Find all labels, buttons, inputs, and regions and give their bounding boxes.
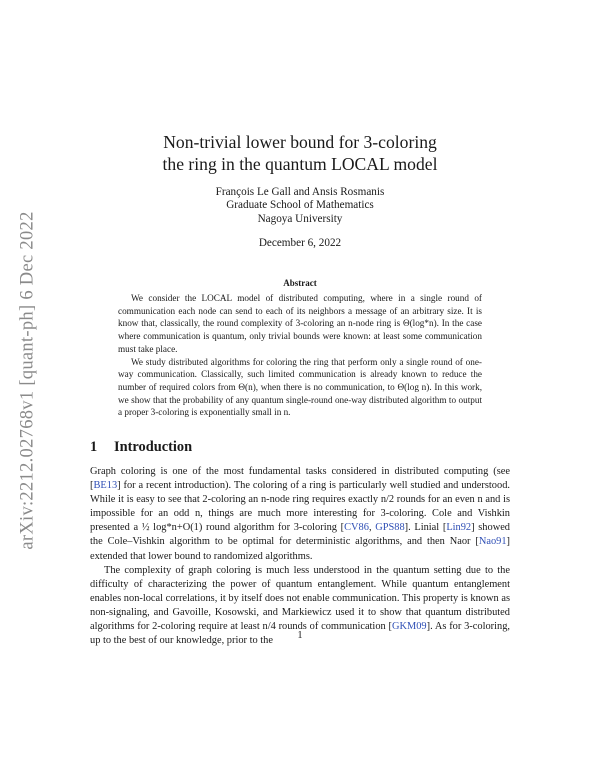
author-block: [90, 186, 510, 226]
arxiv-identifier: arXiv:2212.02768v1 [quant-ph] 6 Dec 2022: [17, 210, 38, 550]
text-run: ] showed the Cole–Vishkin algorithm to be optimal for deterministic algorithms, and then Naor [: [90, 522, 511, 548]
affiliation-school: Graduate School of Mathematics: [226, 199, 374, 212]
abstract-body: [118, 292, 482, 419]
author-names: François Le Gall and Ansis Rosmanis: [215, 186, 385, 198]
text-run: ]. Linial [: [404, 522, 447, 534]
paper-date: December 6, 2022: [258, 237, 342, 249]
introduction-body: [90, 465, 510, 648]
text-run: ] extended that lower bound to randomized algorithms.: [90, 536, 510, 562]
citation-link[interactable]: GKM09: [391, 621, 427, 633]
abstract-paragraph-1: We consider the LOCAL model of distributed computing, where in a single round of communication each node can send to each of its neighbors a message of an arbitrary size. It is know that, classically, the round complexity of 3-coloring an n-node ring is Θ(log*n). In the case where communication is quantum, only trivial bounds were known: at least some communication must take place.: [118, 293, 482, 354]
title-line-1: Non-trivial lower bound for 3-coloring: [163, 132, 437, 152]
citation-link[interactable]: BE13: [93, 480, 118, 492]
text-run: ,: [368, 522, 376, 534]
affiliation-university: Nagoya University: [257, 212, 343, 225]
text-run: ]. As for 3-coloring, up to the best of our knowledge, prior to the: [90, 621, 510, 647]
text-run: The complexity of graph coloring is much less understood in the quantum setting due to the difficulty of characterizing the power of quantum entanglement. While quantum entanglement enables non-local correlations, it by itself does not enable communication. This property is known as non-signaling, and Gavoille, Kosowski, and Markiewicz used it to show that quantum distributed algorithms for 2-coloring require at least n/4 rounds of communication [: [90, 564, 510, 633]
citation-link[interactable]: CV86: [344, 522, 369, 534]
paper-title: [90, 131, 510, 175]
citation-link[interactable]: Nao91: [478, 536, 507, 548]
citation-link[interactable]: GPS88: [375, 522, 405, 534]
title-line-2: the ring in the quantum LOCAL model: [162, 154, 438, 174]
abstract-paragraph-2: We study distributed algorithms for coloring the ring that perform only a single round of one-way communication. Classically, such limited communication is already known to reduce the number of required colors from Θ(n), when there is no communication, to Θ(log n). In this work, we show that the probability of any quantum single-round one-way distributed algorithm to output a proper 3-coloring is exponentially small in n.: [118, 356, 482, 418]
page-number: 1: [297, 630, 303, 641]
text-run: ] for a recent introduction). The coloring of a ring is particularly well studied and understood. While it is easy to see that 2-coloring an n-node ring requires exactly n/2 rounds for an even n and is impossible for an odd n, things are much more interesting for 3-coloring. Cole and Vishkin presented a ½ log*n+O(1) round algorithm for 3-coloring [: [90, 480, 510, 534]
citation-link[interactable]: Lin92: [446, 522, 472, 534]
abstract-heading: Abstract: [283, 278, 317, 288]
text-run: Graph coloring is one of the most fundamental tasks considered in distributed computing (see [: [90, 466, 510, 492]
section-number: 1: [90, 439, 98, 455]
intro-paragraph-1: [90, 465, 510, 564]
arxiv-margin-stamp: [8, 205, 48, 555]
section-heading: [90, 439, 192, 456]
section-title: Introduction: [114, 439, 193, 455]
